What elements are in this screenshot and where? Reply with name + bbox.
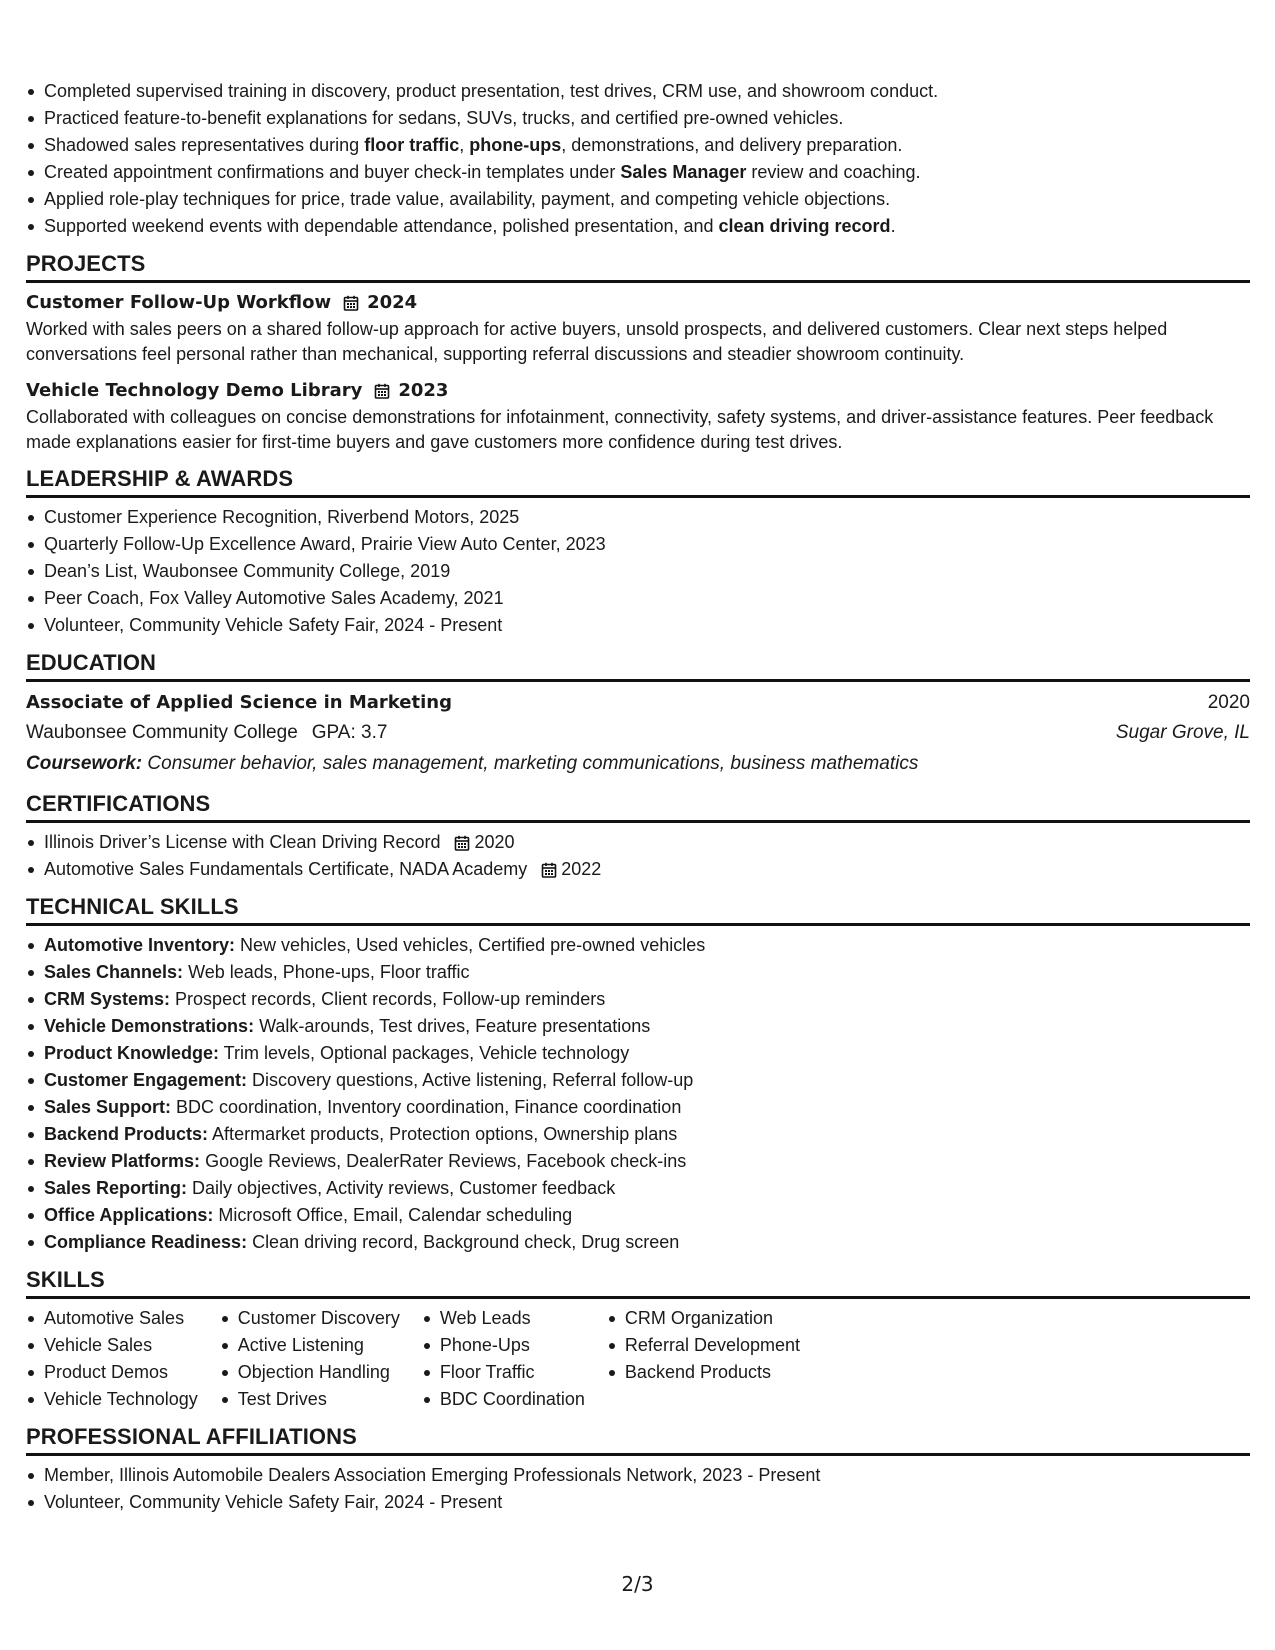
text: Completed supervised training in discovery, product presentation, test drives, CRM use, and showroom conduct. [44,81,939,101]
list-item: BDC Coordination [422,1386,585,1413]
skill-category: Compliance Readiness: [44,1232,248,1252]
skill-values: New vehicles, Used vehicles, Certified pre-owned vehicles [235,935,706,955]
list-item: Objection Handling [220,1359,400,1386]
text: , [459,135,470,155]
school-name: Waubonsee Community College [26,722,298,743]
skills-column [26,1305,198,1413]
project-title-row [26,377,1250,405]
list-item: Peer Coach, Fox Valley Automotive Sales Academy, 2021 [26,585,1250,612]
leadership-list [26,504,1250,639]
skill-category: Product Knowledge: [44,1043,219,1063]
project-year: 2024 [367,292,418,313]
list-item [26,1121,1250,1148]
skill-category: Sales Reporting: [44,1178,188,1198]
skills-column [607,1305,800,1413]
skill-category: Office Applications: [44,1205,214,1225]
list-item [26,1094,1250,1121]
skill-category: Review Platforms: [44,1151,201,1171]
skill-values: Microsoft Office, Email, Calendar scheduling [213,1205,573,1225]
coursework [26,748,1250,780]
technical-skills-section [26,893,1250,1256]
text: Applied role-play techniques for price, trade value, availability, payment, and competing vehicle objections. [44,189,891,209]
text: Shadowed sales representatives during [44,135,365,155]
technical-skills-list [26,932,1250,1256]
calendar-icon [343,295,359,311]
school-line [26,718,387,748]
list-item: Vehicle Technology [26,1386,198,1413]
skills-section [26,1266,1250,1413]
skill-category: Customer Engagement: [44,1070,248,1090]
text: Created appointment confirmations and buyer check-in templates under [44,162,621,182]
gpa: GPA: 3.7 [311,722,388,743]
degree-title: Associate of Applied Science in Marketing [26,692,452,713]
section-heading-education: EDUCATION [26,649,1250,682]
list-item [26,186,1250,213]
bold-text: clean driving record [718,216,891,236]
certifications-list [26,829,1250,883]
skill-values: Trim levels, Optional packages, Vehicle technology [219,1043,630,1063]
section-heading-leadership: LEADERSHIP & AWARDS [26,465,1250,498]
affiliations-list [26,1462,1250,1516]
school-location: Sugar Grove, IL [1115,722,1250,743]
bold-text: Sales Manager [620,162,747,182]
list-item: Active Listening [220,1332,400,1359]
text: Supported weekend events with dependable attendance, polished presentation, and [44,216,719,236]
skill-values: Walk-arounds, Test drives, Feature presentations [254,1016,651,1036]
education-section [26,649,1250,780]
affiliations-section [26,1423,1250,1516]
projects-list [26,289,1250,455]
certification-year: 2020 [474,832,515,852]
list-item [26,1148,1250,1175]
list-item: Quarterly Follow-Up Excellence Award, Prairie View Auto Center, 2023 [26,531,1250,558]
list-item [26,959,1250,986]
skill-values: Daily objectives, Activity reviews, Customer feedback [187,1178,616,1198]
skill-category: Vehicle Demonstrations: [44,1016,255,1036]
certification-year: 2022 [561,859,602,879]
list-item: Floor Traffic [422,1359,585,1386]
section-heading-affiliations: PROFESSIONAL AFFILIATIONS [26,1423,1250,1456]
coursework-label: Coursework: [26,753,143,774]
degree-year: 2020 [1207,692,1250,713]
skill-category: Automotive Inventory: [44,935,236,955]
text: . [890,216,896,236]
page-number: 2/3 [621,1572,654,1596]
project-year: 2023 [398,380,449,401]
list-item [26,1067,1250,1094]
text: review and coaching. [746,162,921,182]
skill-values: Web leads, Phone-ups, Floor traffic [183,962,470,982]
list-item: CRM Organization [607,1305,800,1332]
list-item: Volunteer, Community Vehicle Safety Fair, 2024 - Present [26,612,1250,639]
resume-page [26,78,1250,1516]
skills-column [422,1305,585,1413]
skill-category: Sales Channels: [44,962,184,982]
list-item [26,213,1250,240]
skill-values: Google Reviews, DealerRater Reviews, Facebook check-ins [200,1151,687,1171]
section-heading-technical-skills: TECHNICAL SKILLS [26,893,1250,926]
skill-category: Backend Products: [44,1124,209,1144]
list-item [26,159,1250,186]
list-item [26,1013,1250,1040]
leadership-section [26,465,1250,639]
calendar-icon [454,835,470,851]
section-heading-skills: SKILLS [26,1266,1250,1299]
list-item: Product Demos [26,1359,198,1386]
skill-values: Discovery questions, Active listening, Referral follow-up [247,1070,694,1090]
list-item [26,105,1250,132]
list-item [26,78,1250,105]
list-item [26,829,1250,856]
list-item: Referral Development [607,1332,800,1359]
list-item [26,1229,1250,1256]
list-item: Vehicle Sales [26,1332,198,1359]
project-description: Worked with sales peers on a shared follow-up approach for active buyers, unsold prospects, and delivered customers. Clear next steps helped conversations feel personal rather than mechanical, supporting referral discussions and steadier showroom continuity. [26,319,1168,364]
list-item: Volunteer, Community Vehicle Safety Fair, 2024 - Present [26,1489,1250,1516]
list-item: Backend Products [607,1359,800,1386]
bold-text: phone-ups [469,135,562,155]
list-item [26,856,1250,883]
list-item [26,132,1250,159]
list-item [26,1202,1250,1229]
project-entry [26,377,1250,455]
education-degree-row [26,688,1250,718]
text: , demonstrations, and delivery preparation. [561,135,903,155]
skill-values: Aftermarket products, Protection options, Ownership plans [208,1124,678,1144]
list-item: Dean’s List, Waubonsee Community College, 2019 [26,558,1250,585]
list-item: Phone-Ups [422,1332,585,1359]
project-title: Vehicle Technology Demo Library [26,380,363,401]
bold-text: floor traffic [364,135,460,155]
list-item: Test Drives [220,1386,400,1413]
project-entry [26,289,1250,367]
certification-name: Illinois Driver’s License with Clean Driving Record [44,832,441,852]
certifications-section [26,790,1250,883]
training-bullet-list [26,78,1250,240]
project-title-row [26,289,1250,317]
skill-category: CRM Systems: [44,989,171,1009]
list-item: Customer Discovery [220,1305,400,1332]
project-description: Collaborated with colleagues on concise demonstrations for infotainment, connectivity, safety systems, and driver-assistance features. Peer feedback made explanations easier for first-time buyers and gave customers more confidence during test drives. [26,407,1214,452]
calendar-icon [541,862,557,878]
list-item: Automotive Sales [26,1305,198,1332]
section-heading-certifications: CERTIFICATIONS [26,790,1250,823]
project-title: Customer Follow-Up Workflow [26,292,332,313]
list-item: Customer Experience Recognition, Riverbend Motors, 2025 [26,504,1250,531]
list-item [26,1040,1250,1067]
skills-column [220,1305,400,1413]
section-heading-projects: PROJECTS [26,250,1250,283]
calendar-icon [374,383,390,399]
skill-values: BDC coordination, Inventory coordination, Finance coordination [171,1097,682,1117]
skill-values: Clean driving record, Background check, Drug screen [247,1232,680,1252]
skill-values: Prospect records, Client records, Follow-up reminders [170,989,606,1009]
text: Practiced feature-to-benefit explanations for sedans, SUVs, trucks, and certified pre-owned vehicles. [44,108,844,128]
list-item: Member, Illinois Automobile Dealers Association Emerging Professionals Network, 2023 - Present [26,1462,1250,1489]
projects-section [26,250,1250,455]
list-item: Web Leads [422,1305,585,1332]
education-school-row [26,718,1250,748]
certification-name: Automotive Sales Fundamentals Certificate, NADA Academy [44,859,528,879]
list-item [26,932,1250,959]
skills-grid [26,1305,1250,1413]
list-item [26,986,1250,1013]
coursework-text: Consumer behavior, sales management, marketing communications, business mathematics [142,753,919,774]
list-item [26,1175,1250,1202]
skill-category: Sales Support: [44,1097,172,1117]
